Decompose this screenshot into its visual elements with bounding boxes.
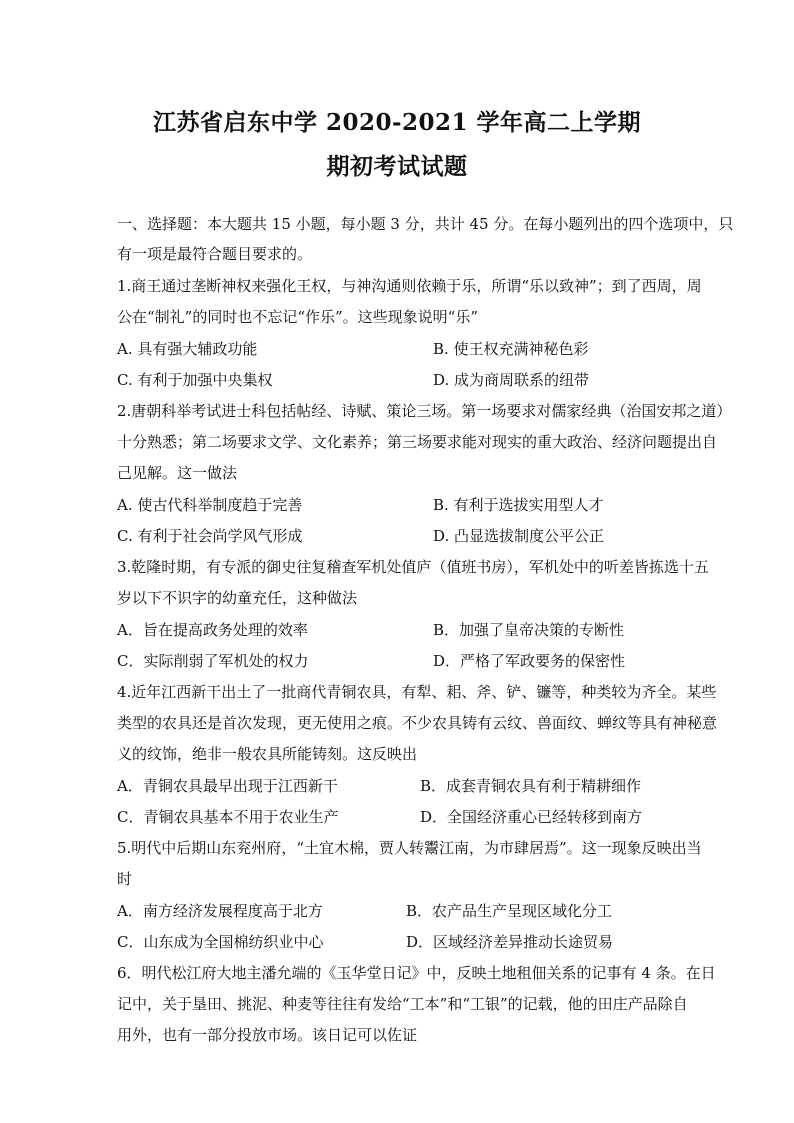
question-2-option-c: C. 有利于社会尚学风气形成: [117, 527, 303, 545]
question-4-option-c: C．青铜农具基本不用于农业生产: [117, 808, 339, 826]
question-1-option-a: A. 具有强大辅政功能: [117, 340, 258, 358]
question-5-option-c: C．山东成为全国棉纺织业中心: [117, 933, 324, 951]
question-6-stem-line-3: 用外，也有一部分投放市场。该日记可以佐证: [117, 1026, 418, 1044]
exam-title: 江苏省启东中学 2020-2021 学年高二上学期: [152, 109, 642, 136]
question-3-option-d: D．严格了军政要务的保密性: [433, 652, 626, 670]
question-1-option-c: C. 有利于加强中央集权: [117, 371, 273, 389]
question-3-option-a: A．旨在提高政务处理的效率: [117, 621, 308, 639]
question-2-option-a: A. 使古代科举制度趋于完善: [117, 496, 303, 514]
question-6-stem-line-1: 6．明代松江府大地主潘允端的《玉华堂日记》中，反映土地租佃关系的记事有 4 条。在日: [117, 964, 716, 982]
question-2-stem-line-3: 己见解。这一做法: [117, 464, 238, 482]
question-2-option-d: D. 凸显选拔制度公平公正: [433, 527, 605, 545]
question-5-option-a: A．南方经济发展程度高于北方: [117, 902, 323, 920]
question-5-option-b: B．农产品生产呈现区域化分工: [406, 902, 613, 920]
section-instructions-line-1: 一、选择题：本大题共 15 小题，每小题 3 分，共计 45 分。在每小题列出的四个选项中，只: [117, 215, 734, 233]
question-3-option-c: C．实际削弱了军机处的权力: [117, 652, 309, 670]
question-4-stem-line-1: 4.近年江西新干出土了一批商代青铜农具，有犁、耜、斧、铲、镰等，种类较为齐全。某些: [117, 683, 717, 701]
question-1-stem-line-1: 1.商王通过垄断神权来强化王权，与神沟通则依赖于乐，所谓“乐以致神”；到了西周，周: [117, 277, 702, 295]
question-4-option-a: A．青铜农具最早出现于江西新干: [117, 777, 338, 795]
question-1-option-b: B. 使王权充满神秘色彩: [433, 340, 589, 358]
question-4-option-b: B．成套青铜农具有利于精耕细作: [420, 777, 642, 795]
question-3-option-b: B．加强了皇帝决策的专断性: [433, 621, 625, 639]
question-1-option-d: D. 成为商周联系的纽带: [433, 371, 590, 389]
question-4-option-d: D．全国经济重心已经转移到南方: [420, 808, 643, 826]
section-instructions-line-2: 有一项是最符合题目要求的。: [117, 245, 313, 263]
question-6-stem-line-2: 记中，关于垦田、挑泥、种麦等往往有发给“工本”和“工银”的记载，他的田庄产品除自: [117, 995, 688, 1013]
question-4-stem-line-3: 义的纹饰，绝非一般农具所能铸刻。这反映出: [117, 745, 418, 763]
question-3-stem-line-1: 3.乾隆时期，有专派的御史往复稽查军机处值庐（值班书房），军机处中的听差皆拣选十五: [117, 558, 709, 576]
question-4-stem-line-2: 类型的农具还是首次发现，更无使用之痕。不少农具铸有云纹、兽面纹、蝉纹等具有神秘意: [117, 714, 718, 732]
question-5-stem-line-1: 5.明代中后期山东兖州府，“土宜木棉，贾人转鬻江南，为市肆居焉”。这一现象反映出当: [117, 839, 702, 857]
question-5-option-d: D．区域经济差异推动长途贸易: [406, 933, 614, 951]
question-1-stem-line-2: 公在“制礼”的同时也不忘记“作乐”。这些现象说明“乐”: [117, 308, 479, 326]
question-5-stem-line-2: 时: [117, 870, 133, 888]
question-3-stem-line-2: 岁以下不识字的幼童充任，这种做法: [117, 589, 358, 607]
question-2-option-b: B. 有利于选拔实用型人才: [433, 496, 604, 514]
exam-subtitle: 期初考试试题: [326, 153, 468, 180]
question-2-stem-line-2: 十分熟悉；第二场要求文学、文化素养；第三场要求能对现实的重大政治、经济问题提出自: [117, 433, 718, 451]
question-2-stem-line-1: 2.唐朝科举考试进士科包括帖经、诗赋、策论三场。第一场要求对儒家经典（治国安邦之道）: [117, 402, 732, 420]
